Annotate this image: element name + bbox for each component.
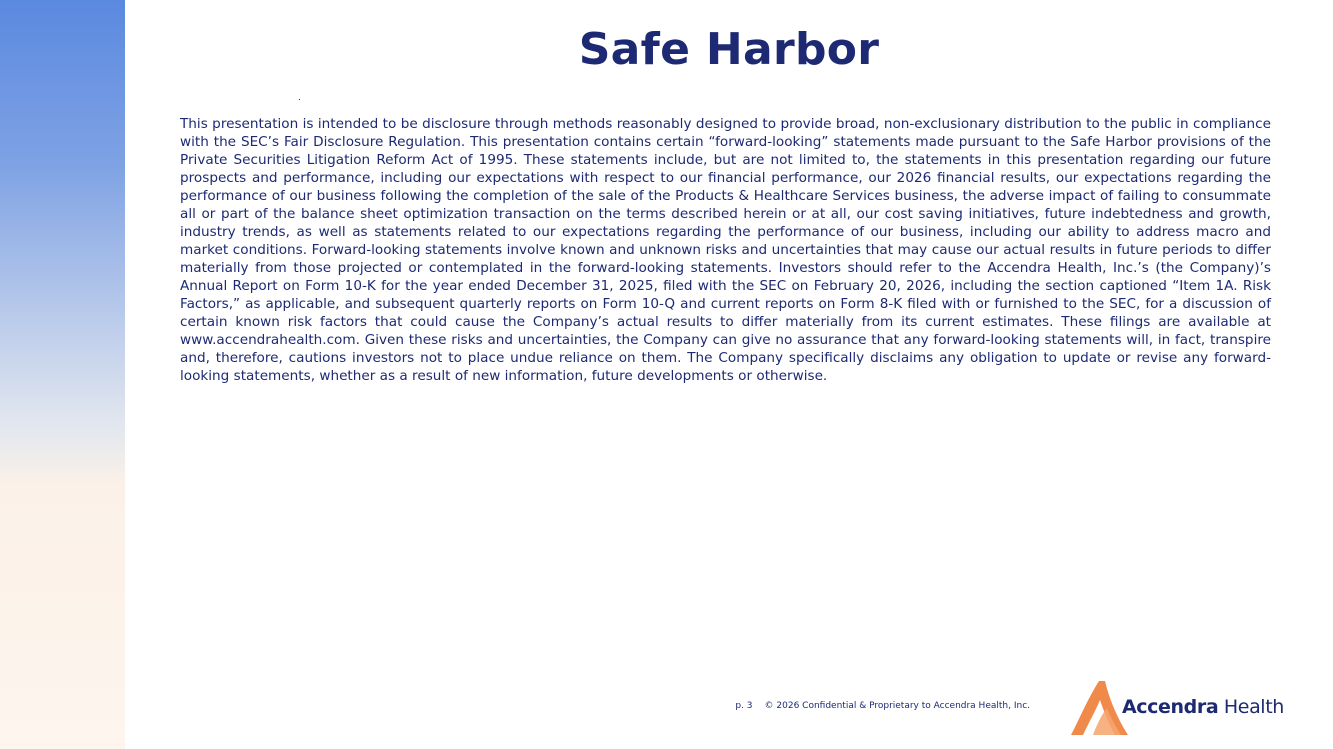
left-gradient-band: [0, 0, 125, 749]
accendra-health-logo: [1069, 678, 1289, 738]
safe-harbor-paragraph: This presentation is intended to be disclosure through methods reasonably designed to provide broad, non-exclusionary distribution to the public in compliance with the SEC’s Fair Disclosure Regulation. This presentation contains certain “forward-looking” statements made pursuant to the Safe Harbor provisions of the Private Securities Litigation Reform Act of 1995. These statements include, but are not limited to, the statements in this presentation regarding our future prospects and performance, including our expectations with respect to our financial performance, our 2026 financial results, our expectations regarding the performance of our business following the completion of the sale of the Products & Healthcare Services business, the adverse impact of failing to consummate all or part of the balance sheet optimization transaction on the terms described herein or at all, our cost saving initiatives, future indebtedness and growth, industry trends, as well as statements related to our expectations regarding the performance of our business, including our ability to address macro and market conditions. Forward-looking statements involve known and unknown risks and uncertainties that may cause our actual results in future periods to differ materially from those projected or contemplated in the forward-looking statements. Investors should refer to the Accendra Health, Inc.’s (the Company)’s Annual Report on Form 10-K for the year ended December 31, 2025, filed with the SEC on February 20, 2026, including the section captioned “Item 1A. Risk Factors,” as applicable, and subsequent quarterly reports on Form 10-Q and current reports on Form 8-K filed with or furnished to the SEC, for a discussion of certain known risk factors that could cause the Company’s actual results to differ materially from its current estimates. These filings are available at www.accendrahealth.com. Given these risks and uncertainties, the Company can give no assurance that any forward-looking statements will, in fact, transpire and, therefore, cautions investors not to place undue reliance on them. The Company specifically disclaims any obligation to update or revise any forward-looking statements, whether as a result of new information, future developments or otherwise.: [180, 116, 1271, 384]
accendra-mark-icon: [1069, 678, 1129, 738]
page-number: p. 3: [735, 701, 753, 711]
slide-footer: [560, 700, 1030, 712]
logo-name-light: Health: [1218, 696, 1284, 718]
slide-title: Safe Harbor: [578, 24, 880, 75]
copyright-notice: © 2026 Confidential & Proprietary to Accendra Health, Inc.: [764, 701, 1030, 711]
logo-wordmark: [1122, 695, 1284, 719]
logo-name-strong: Accendra: [1122, 696, 1219, 718]
stray-dot: [299, 99, 300, 100]
